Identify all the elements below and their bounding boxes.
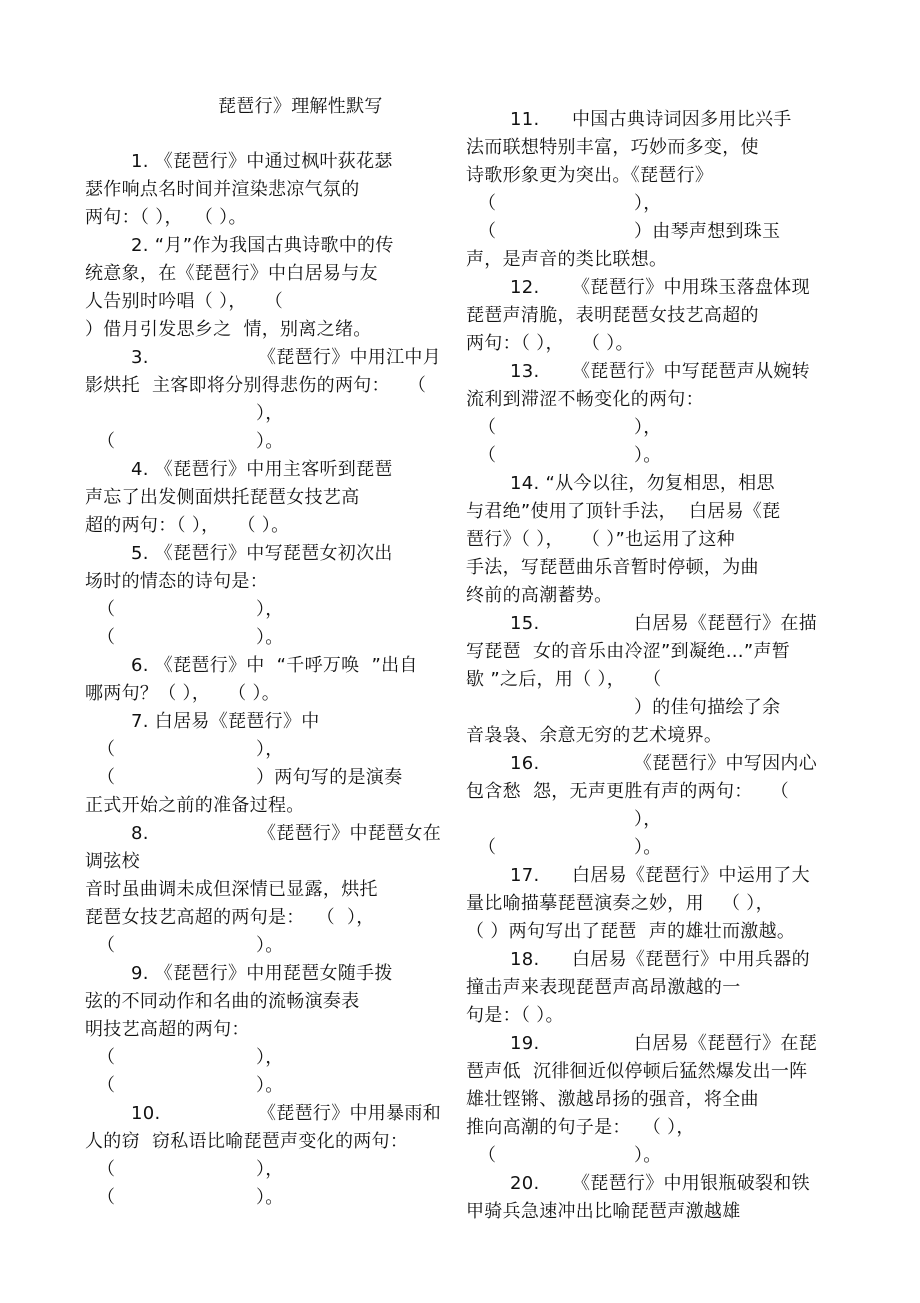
question-number: 19.: [510, 1033, 540, 1054]
document-title: 琵琶行》理解性默写: [218, 96, 383, 117]
text-line: 与君绝”使用了顶针手法， 白居易《琵: [466, 501, 781, 522]
answer-blank-close: ），: [634, 417, 662, 438]
answer-blank-close: ），: [634, 193, 662, 214]
text-line: 包含愁 怨，无声更胜有声的两句： （: [466, 781, 789, 802]
text-line: 白居易《琵琶行》在琵: [634, 1033, 817, 1054]
text-line: 9. 《琵琶行》中用琵琶女随手拨: [131, 963, 393, 984]
question-number: 10.: [131, 1103, 161, 1124]
text-line: 《琵琶行》中写因内心: [634, 753, 817, 774]
text-line: 琵琶声清脆，表明琵琶女技艺高超的: [466, 305, 759, 326]
text-line: 超的两句：（ ）， （ ）。: [85, 515, 290, 536]
text-line: 白居易《琵琶行》在描: [634, 613, 817, 634]
text-line: 7. 白居易《琵琶行》中: [131, 711, 320, 732]
text-line: 歇 ”之后，用（ ）， （: [466, 669, 662, 690]
answer-blank-close: ）。: [256, 935, 284, 956]
question-number: 18.: [510, 949, 540, 970]
answer-blank-close: ）。: [256, 627, 284, 648]
text-line: 琵琶女技艺高超的两句是： （ ），: [85, 907, 375, 928]
answer-blank-open: （: [97, 935, 116, 956]
text-line: 白居易《琵琶行》中运用了大: [572, 865, 810, 886]
text-line: 影烘托 主客即将分别得悲伤的两句： （: [85, 375, 427, 396]
text-line: 声忘了出发侧面烘托琵琶女技艺高: [85, 487, 360, 508]
text-line: 甲骑兵急速冲出比喻琵琶声激越雄: [466, 1201, 741, 1222]
text-line: 场时的情态的诗句是：: [85, 571, 268, 592]
answer-blank-close: ）。: [634, 1145, 662, 1166]
text-line: 音袅袅、余意无穷的艺术境界。: [466, 725, 723, 746]
answer-blank-close: ），: [256, 403, 284, 424]
text-line: （ ）两句写出了琵琶 声的雄壮而激越。: [466, 921, 796, 942]
text-line: 《琵琶行》中用江中月: [258, 347, 441, 368]
text-line: 手法，写琵琶曲乐音暂时停顿，为曲: [466, 557, 759, 578]
answer-blank-close: ）。: [256, 431, 284, 452]
answer-blank-open: （: [478, 193, 497, 214]
text-line: 弦的不同动作和名曲的流畅演奏表: [85, 991, 360, 1012]
text-line: 句是：（ ）。: [466, 1005, 564, 1026]
text-line: ）两句写的是演奏: [256, 767, 403, 788]
text-line: 明技艺高超的两句：: [85, 1019, 250, 1040]
text-line: 流利到滞涩不畅变化的两句：: [466, 389, 704, 410]
text-line: 撞击声来表现琵琶声高昂激越的一: [466, 977, 741, 998]
text-line: 5. 《琵琶行》中写琵琶女初次出: [131, 543, 393, 564]
text-line: 两句：（ ）， （ ）。: [85, 207, 247, 228]
text-line: 推向高潮的句子是： （ ），: [466, 1117, 695, 1138]
answer-blank-open: （: [97, 1159, 116, 1180]
text-line: 琶行》（ ）， （ ）”也运用了这种: [466, 529, 735, 550]
answer-blank-close: ），: [256, 739, 284, 760]
answer-blank-close: ）。: [634, 837, 662, 858]
answer-blank-open: （: [97, 1075, 116, 1096]
text-line: 量比喻描摹琵琶演奏之妙，用 （ ），: [466, 893, 774, 914]
text-line: 哪两句？（ ）， （ ）。: [85, 683, 281, 704]
text-line: 调弦校: [85, 851, 140, 872]
question-number: 3.: [131, 347, 149, 368]
text-line: 诗歌形象更为突出。《琵琶行》: [466, 165, 714, 186]
question-number: 17.: [510, 865, 540, 886]
text-line: 1. 《琵琶行》中通过枫叶荻花瑟: [131, 151, 393, 172]
text-line: 14. “从今以往，勿复相思，相思: [510, 473, 775, 494]
answer-blank-open: （: [97, 767, 116, 788]
text-line: 《琵琶行》中用珠玉落盘体现: [572, 277, 810, 298]
question-number: 16.: [510, 753, 540, 774]
text-line: 人的窃 窃私语比喻琵琶声变化的两句：: [85, 1131, 409, 1152]
text-line: 《琵琶行》中用银瓶破裂和铁: [572, 1173, 810, 1194]
answer-blank-open: （: [478, 445, 497, 466]
answer-blank-close: ），: [256, 1159, 284, 1180]
text-line: 人告别时吟唱（ ）， （: [85, 291, 284, 312]
text-line: 中国古典诗词因多用比兴手: [572, 109, 792, 130]
answer-blank-open: （: [97, 739, 116, 760]
text-line: 白居易《琵琶行》中用兵器的: [572, 949, 810, 970]
answer-blank-open: （: [478, 1145, 497, 1166]
text-line: ）借月引发思乡之 情，别离之绪。: [85, 319, 372, 340]
answer-blank-open: （: [478, 837, 497, 858]
text-line: 正式开始之前的准备过程。: [85, 795, 305, 816]
answer-blank-close: ）。: [256, 1187, 284, 1208]
answer-blank-open: （: [97, 1047, 116, 1068]
text-line: 两句：（ ）， （ ）。: [466, 333, 634, 354]
answer-blank-close: ）。: [634, 445, 662, 466]
text-line: 雄壮铿锵、激越昂扬的强音，将全曲: [466, 1089, 759, 1110]
text-line: 瑟作响点名时间并渲染悲凉气氛的: [85, 179, 360, 200]
text-line: 《琵琶行》中写琵琶声从婉转: [572, 361, 810, 382]
text-line: 《琵琶行》中琵琶女在: [258, 823, 441, 844]
text-line: 法而联想特别丰富，巧妙而多变，使: [466, 137, 759, 158]
text-line: 统意象，在《琵琶行》中白居易与友: [85, 263, 378, 284]
question-number: 20.: [510, 1173, 540, 1194]
answer-blank-close: ），: [256, 1047, 284, 1068]
question-number: 13.: [510, 361, 540, 382]
answer-blank-open: （: [97, 627, 116, 648]
text-line: 声，是声音的类比联想。: [466, 249, 668, 270]
question-number: 11.: [510, 109, 540, 130]
answer-blank-open: （: [478, 417, 497, 438]
text-line: 终前的高潮蓄势。: [466, 585, 613, 606]
text-line: ）的佳句描绘了余: [634, 697, 781, 718]
answer-blank-close: ），: [256, 599, 284, 620]
question-number: 12.: [510, 277, 540, 298]
question-number: 15.: [510, 613, 540, 634]
question-number: 8.: [131, 823, 149, 844]
answer-blank-close: ）。: [256, 1075, 284, 1096]
answer-blank-open: （: [97, 431, 116, 452]
text-line: 2. “月”作为我国古典诗歌中的传: [131, 235, 394, 256]
text-line: 琶声低 沉徘徊近似停顿后猛然爆发出一阵: [466, 1061, 808, 1082]
text-line: 音时虽曲调未成但深情已显露，烘托: [85, 879, 378, 900]
answer-blank-close: ），: [634, 809, 662, 830]
text-line: ）由琴声想到珠玉: [634, 221, 781, 242]
text-line: 4. 《琵琶行》中用主客听到琵琶: [131, 459, 393, 480]
answer-blank-open: （: [97, 599, 116, 620]
answer-blank-open: （: [97, 1187, 116, 1208]
text-line: 6. 《琵琶行》中 “千呼万唤 ”出自: [131, 655, 418, 676]
text-line: 《琵琶行》中用暴雨和: [258, 1103, 441, 1124]
text-line: 写琵琶 女的音乐由冷涩”到凝绝…”声暂: [466, 641, 791, 662]
answer-blank-open: （: [478, 221, 497, 242]
